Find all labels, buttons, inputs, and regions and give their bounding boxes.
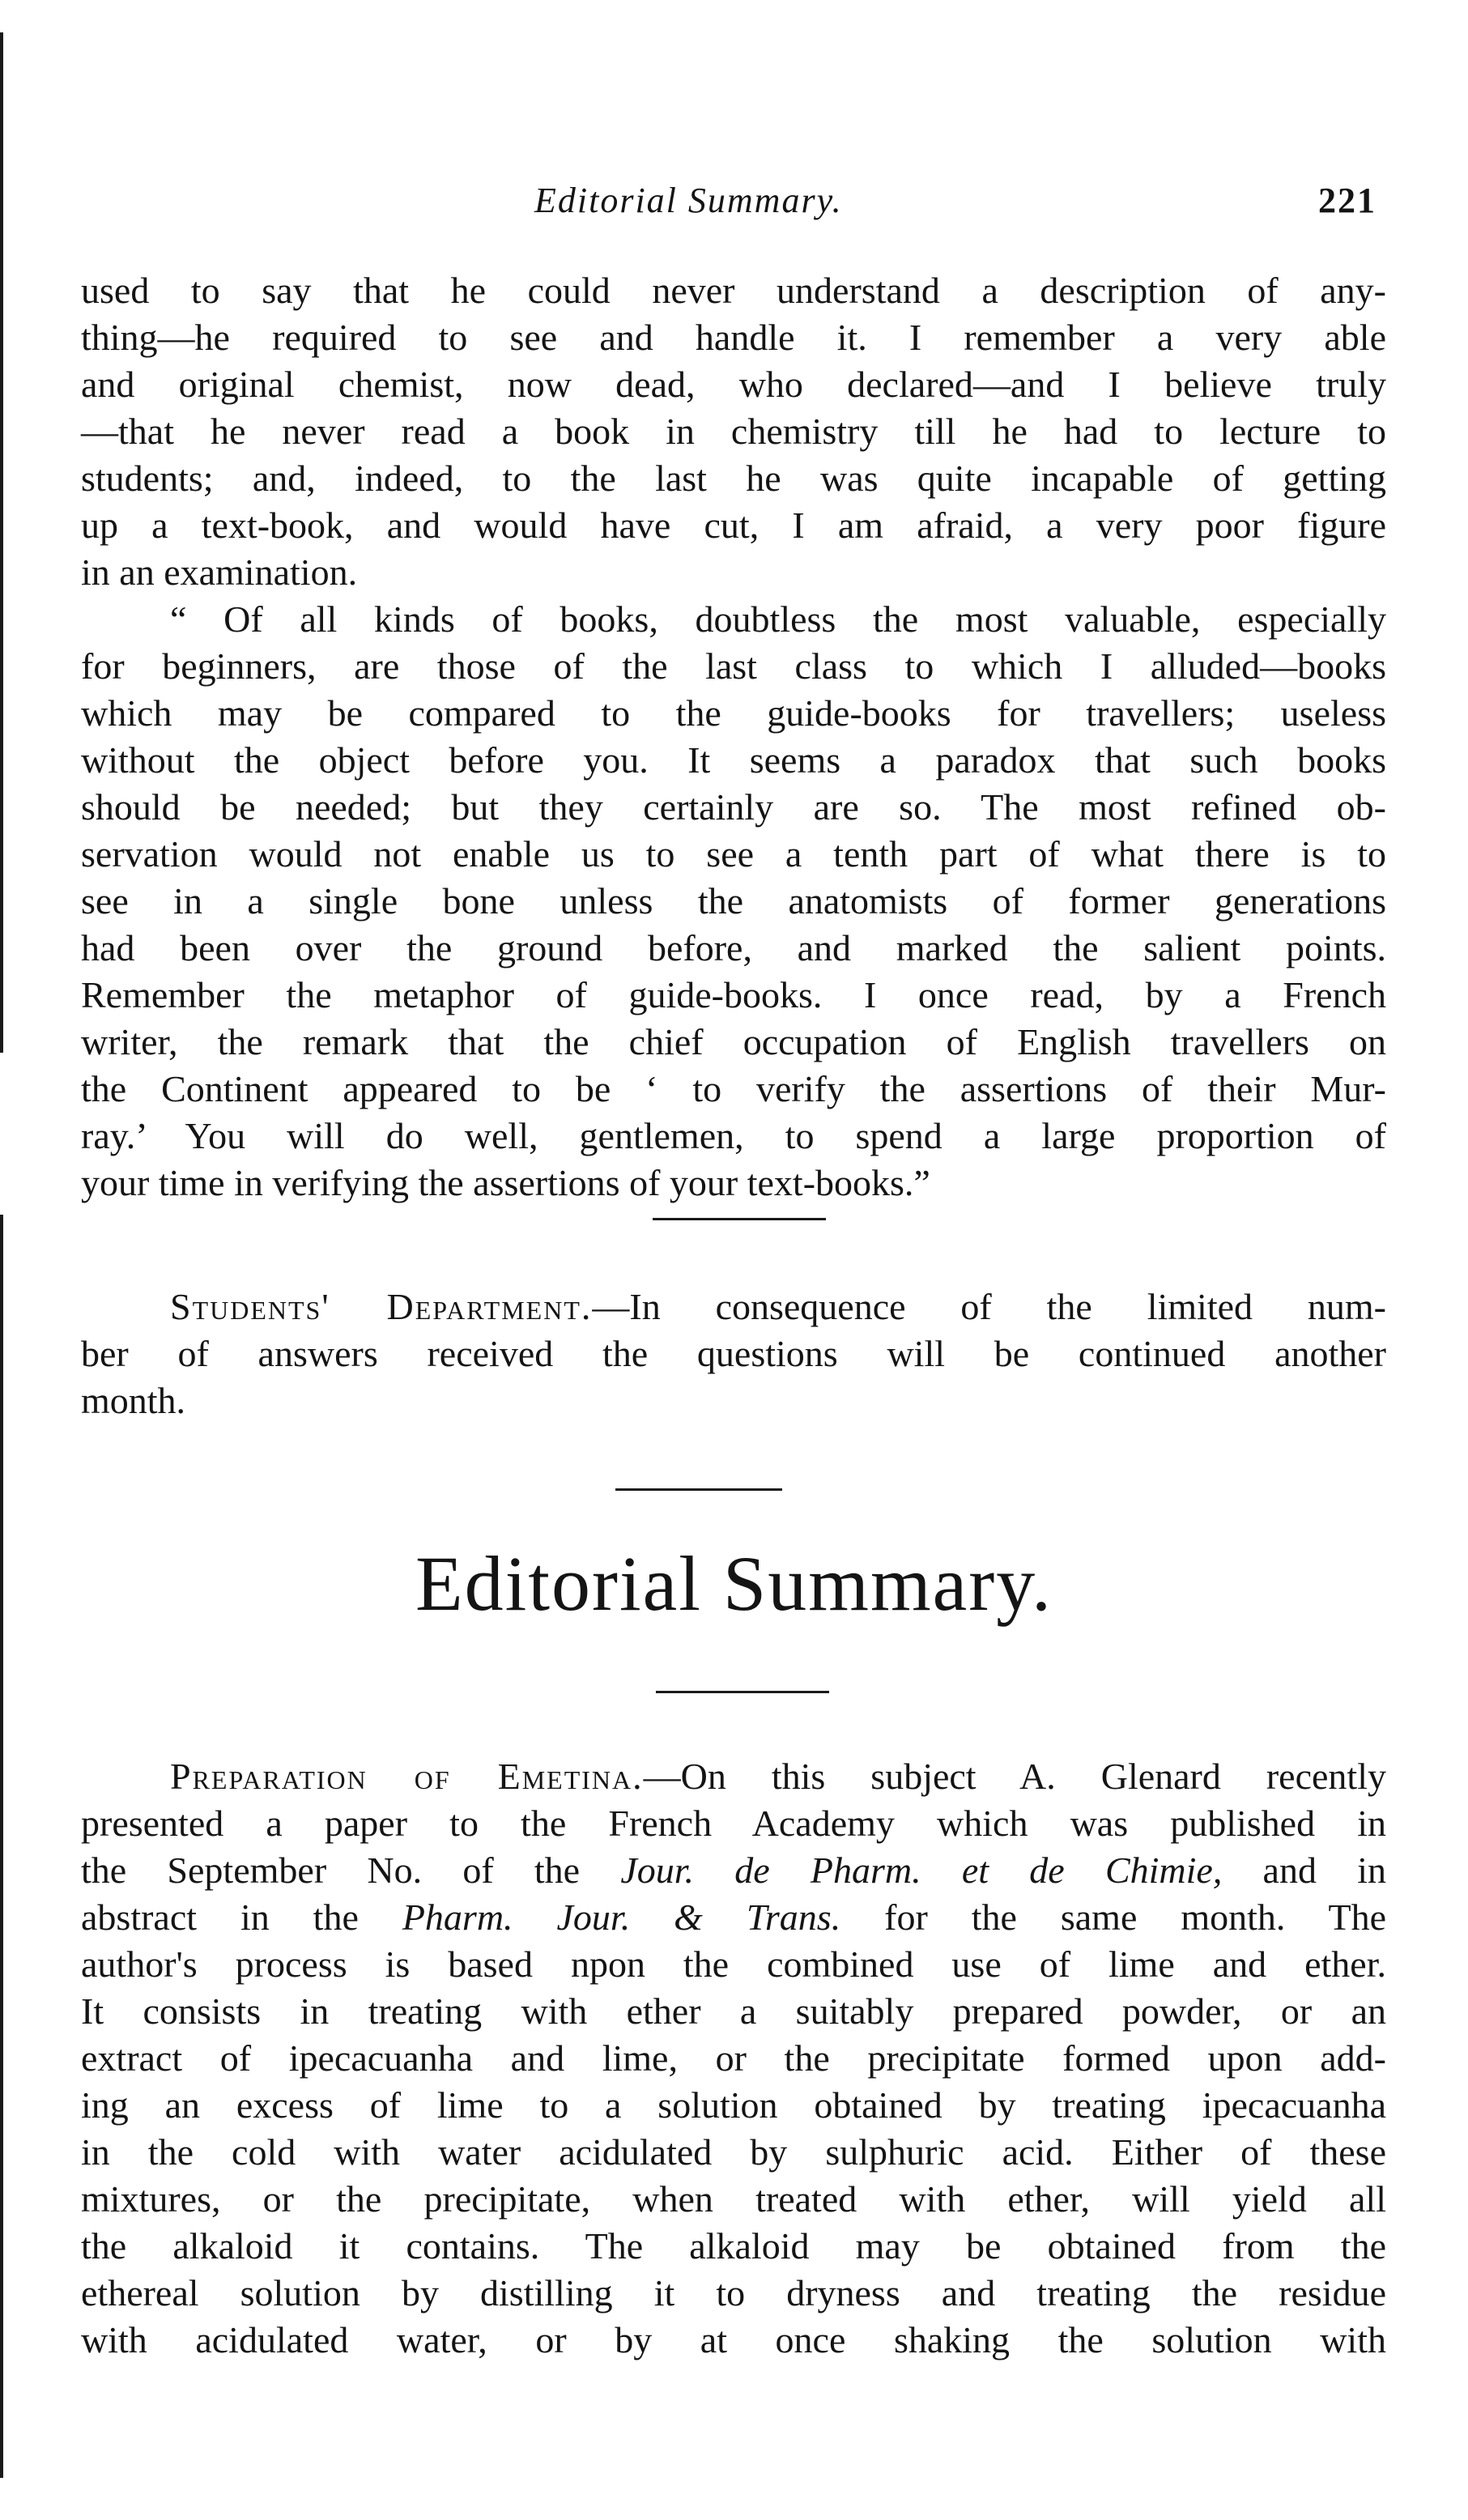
emetina-heading: Preparation of Emetina. (170, 1756, 644, 1797)
text-line: and original chemist, now dead, who declared—and I believe truly (81, 364, 1386, 405)
text-line: ing an excess of lime to a solution obtained by treating ipecacuanha (81, 2084, 1386, 2126)
text-line: thing—he required to see and handle it. I remember a very able (81, 317, 1386, 358)
divider-rule (656, 1691, 829, 1693)
page-edge-line (0, 1215, 3, 2478)
journal-title: Jour. de Pharm. et de Chimie, (620, 1850, 1223, 1891)
text-line: mixtures, or the precipitate, when treated with ether, will yield all (81, 2178, 1386, 2220)
divider-rule (615, 1488, 782, 1491)
text-line: students; and, indeed, to the last he was quite incapable of getting (81, 458, 1386, 499)
text-line: the September No. of the Jour. de Pharm. et de Chimie, and in (81, 1850, 1386, 1891)
text-line: for beginners, are those of the last class to which I alluded—books (81, 645, 1386, 687)
running-head (534, 180, 1377, 228)
text-line: presented a paper to the French Academy which was published in (81, 1803, 1386, 1844)
text-line: “ Of all kinds of books, doubtless the most valuable, especially (170, 598, 1386, 640)
text-line: ethereal solution by distilling it to dryness and treating the residue (81, 2272, 1386, 2314)
students-department-paragraph (81, 1283, 1386, 1424)
text-line: your time in verifying the assertions of your text-books.” (81, 1162, 930, 1203)
text-line: in the cold with water acidulated by sulphuric acid. Either of these (81, 2131, 1386, 2173)
text-line: Students' Department.—In consequence of the limited num- (170, 1286, 1386, 1327)
text-line: in an examination. (81, 551, 358, 593)
quote-continuation (81, 267, 1386, 596)
text-line: which may be compared to the guide-books for travellers; useless (81, 692, 1386, 734)
text-line: ray.’ You will do well, gentlemen, to spend a large proportion of (81, 1115, 1386, 1156)
text-line: see in a single bone unless the anatomists of former generations (81, 880, 1386, 922)
text-line: —that he never read a book in chemistry till he had to lecture to (81, 411, 1386, 452)
divider-rule (653, 1218, 826, 1220)
text-line: ber of answers received the questions will be continued another (81, 1333, 1386, 1374)
text-line: It consists in treating with ether a suitably prepared powder, or an (81, 1990, 1386, 2032)
text-line: author's process is based npon the combined use of lime and ether. (81, 1943, 1386, 1985)
text-line: Preparation of Emetina.—On this subject A. Glenard recently (170, 1756, 1386, 1797)
text-line: abstract in the Pharm. Jour. & Trans. for the same month. The (81, 1896, 1386, 1938)
students-department-heading: Students' Department. (170, 1286, 593, 1327)
section-title: Editorial Summary. (415, 1540, 1053, 1627)
text-line: the alkaloid it contains. The alkaloid may be obtained from the (81, 2225, 1386, 2267)
text-line: with acidulated water, or by at once shaking the solution with (81, 2319, 1386, 2360)
journal-title: Pharm. Jour. & Trans. (402, 1896, 841, 1938)
text-line: without the object before you. It seems a paradox that such books (81, 739, 1386, 781)
emetina-paragraph (81, 1753, 1386, 2364)
text-line: Remember the metaphor of guide-books. I once read, by a French (81, 974, 1386, 1015)
page-edge-line (0, 32, 3, 1053)
text-line: should be needed; but they certainly are so. The most refined ob- (81, 786, 1386, 828)
text-line: used to say that he could never understand a description of any- (81, 270, 1386, 311)
text-line: writer, the remark that the chief occupation of English travellers on (81, 1021, 1386, 1062)
text-line: extract of ipecacuanha and lime, or the precipitate formed upon add- (81, 2037, 1386, 2079)
quote-paragraph (81, 596, 1386, 1207)
text-line: servation would not enable us to see a tenth part of what there is to (81, 833, 1386, 875)
text-line: the Continent appeared to be ‘ to verify the assertions of their Mur- (81, 1068, 1386, 1109)
running-head-title: Editorial Summary. (534, 181, 843, 220)
text-line: month. (81, 1380, 186, 1421)
text-line: had been over the ground before, and marked the salient points. (81, 927, 1386, 968)
page-number: 221 (1318, 181, 1377, 220)
text-line: up a text-book, and would have cut, I am afraid, a very poor figure (81, 504, 1386, 546)
